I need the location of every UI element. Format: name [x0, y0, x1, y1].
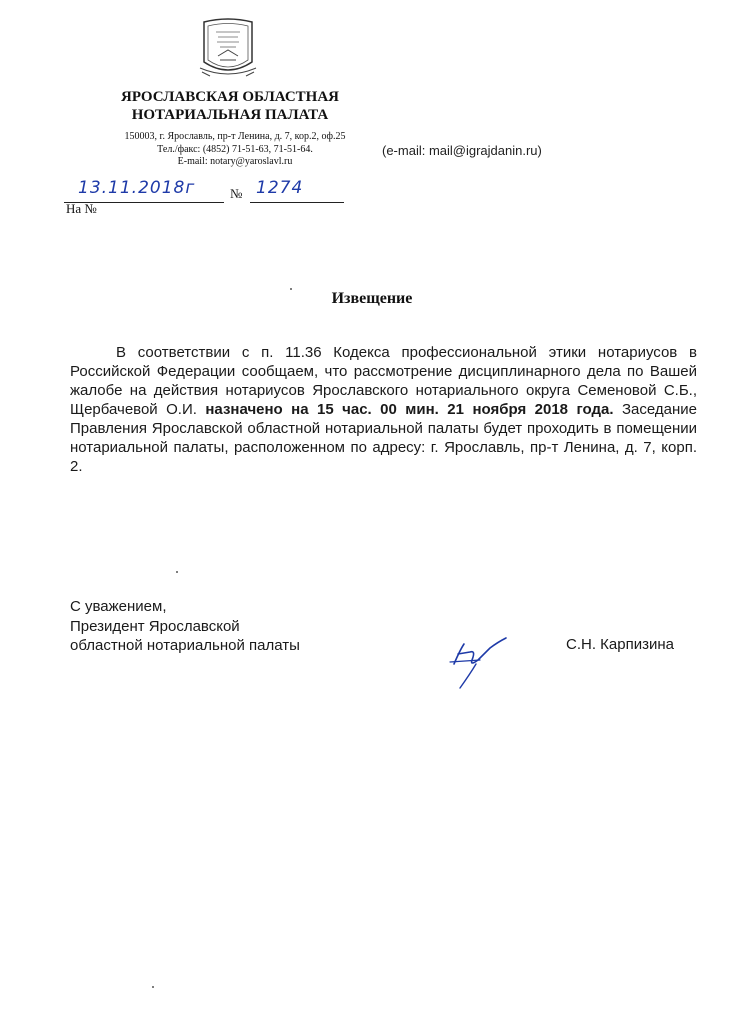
notary-chamber-emblem-icon [196, 16, 260, 84]
outgoing-date: 13.11.2018г [78, 178, 196, 198]
org-address: 150003, г. Ярославль, пр-т Ленина, д. 7, кор.2, оф.25 [124, 131, 346, 142]
closing-block [70, 597, 300, 656]
reference-label: На № [66, 201, 97, 216]
number-sign: № [230, 186, 243, 201]
closing-line-3: областной нотариальной палаты [70, 637, 300, 654]
outgoing-number: 1274 [256, 178, 304, 198]
body-text-part-2: Заседание Правления Ярославской областной нотариальной палаты будет проходить в помещении нотариальной палаты, расположенном по адресу: г. Ярославль, пр-т Ленина, д. 7, корп. 2. [70, 401, 697, 475]
notice-body [70, 343, 697, 476]
scan-speck [176, 571, 178, 573]
document-title: Извещение [331, 290, 413, 307]
body-text-bold: назначено на 15 час. 00 мин. 21 ноября 2018 года. [205, 401, 614, 418]
scan-speck [290, 288, 292, 290]
org-phone: Тел./факс: (4852) 71-51-63, 71-51-64. [157, 143, 313, 155]
org-name-line-2: НОТАРИАЛЬНАЯ ПАЛАТА [131, 107, 329, 123]
body-text-part-1: В соответствии с п. 11.36 Кодекса профессиональной этики нотариусов в Российской Федерации сообщаем, что рассмотрение дисциплинарного дела по Вашей жалобе на действия нотариусов Ярославского нотариального округа Семеновой С.Б., Щербачевой О.И. [70, 344, 697, 418]
scan-speck [152, 986, 154, 988]
signer-name: С.Н. Карпизина [566, 636, 674, 653]
org-name-line-1: ЯРОСЛАВСКАЯ ОБЛАСТНАЯ [121, 89, 339, 105]
organization-contacts [60, 131, 410, 169]
handwritten-signature-icon [440, 630, 512, 690]
recipient-email: (e-mail: mail@igrajdanin.ru) [382, 143, 542, 158]
org-email: E-mail: notary@yaroslavl.ru [177, 156, 293, 167]
closing-line-1: С уважением, [70, 598, 167, 615]
organization-name [60, 88, 400, 124]
closing-line-2: Президент Ярославской [70, 617, 240, 635]
